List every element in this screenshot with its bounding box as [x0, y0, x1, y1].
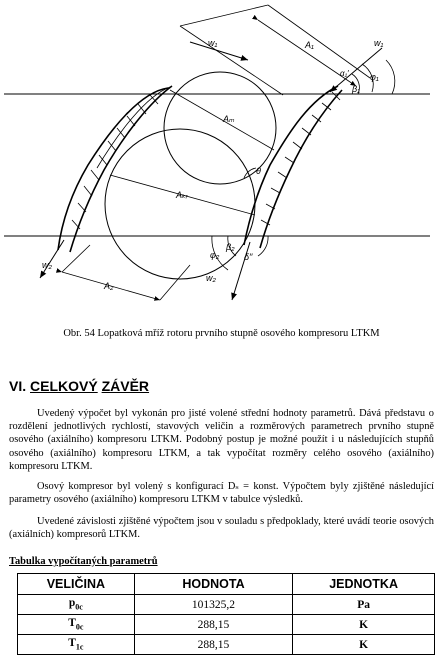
- label-w1: w₁: [374, 38, 384, 48]
- section-number: VI.: [9, 378, 27, 394]
- quantity-cell: $p_{0c}$: [18, 595, 135, 615]
- results-table: [17, 573, 435, 655]
- section-title-word: ZÁVĚR: [101, 378, 150, 394]
- label-beta1: β₁: [352, 84, 360, 94]
- label-w2: w₂: [42, 260, 52, 270]
- column-header: VELIČINA: [18, 574, 135, 595]
- table-header-row: [18, 574, 435, 595]
- label-alpha1: α₁′: [340, 69, 349, 78]
- w2-vector: [40, 240, 64, 278]
- left-blade: [58, 86, 172, 252]
- quantity-cell: $T_{0c}$: [18, 615, 135, 635]
- dimension-line: [180, 26, 283, 95]
- quantity-cell: $T_{1c}$: [18, 635, 135, 655]
- column-header: HODNOTA: [134, 574, 292, 595]
- label-w2: w₂: [206, 273, 216, 283]
- label-phi2: φ₂: [210, 250, 220, 260]
- chord-line: [170, 90, 274, 150]
- figure-caption: Obr. 54 Lopatková mříž rotoru prvního stupně osového kompresoru LTKM: [63, 328, 380, 339]
- dimension-line: [180, 5, 268, 26]
- label-phi1: φ₁: [370, 72, 379, 82]
- table-caption: Tabulka vypočítaných parametrů: [9, 556, 158, 567]
- blade-cascade-diagram: [0, 0, 443, 330]
- table-row: [18, 595, 435, 615]
- label-Akr: Aₖᵣ: [176, 190, 188, 200]
- w1-vector: [190, 42, 248, 60]
- value-cell: 101325,2: [134, 595, 292, 615]
- unit-cell: K: [293, 635, 435, 655]
- label-A2: A₂: [104, 281, 114, 291]
- value-cell: 288,15: [134, 635, 292, 655]
- paragraph: Uvedený výpočet byl vykonán pro jisté volené střední hodnoty parametrů. Dává představu o rozdělení jednotlivých rychlostí, stavových veličin a rozměrových parametrech prvního stupně osového (axiálního) kompresoru LTKM. Podobný postup je možné použít i u následujících stupňů osového (axiálního) kompresoru LTKM, a tak vypočítat rozměry celého osového (axiálního) kompresoru LTKM.: [9, 408, 434, 472]
- section-title-word: CELKOVÝ: [30, 378, 98, 394]
- table-row: [18, 635, 435, 655]
- dimension-line: [268, 5, 370, 78]
- paragraph: Uvedené závislosti zjištěné výpočtem jsou v souladu s předpoklady, které uvádí teorie osových (axiálních) kompresorů LTKM.: [9, 516, 434, 541]
- label-theta: θ: [256, 166, 261, 176]
- label-delta: δ′′: [244, 252, 253, 262]
- section-heading: [9, 378, 149, 394]
- throat-circle-lower: [105, 129, 255, 279]
- unit-cell: Pa: [293, 595, 435, 615]
- label-Am: Aₘ: [223, 114, 235, 124]
- unit-cell: K: [293, 615, 435, 635]
- label-w1: w₁: [208, 38, 218, 48]
- paragraph: Osový kompresor byl volený s konfigurací Dₛ = konst. Výpočtem byly zjištěné následující parametry osového (axiálního) kompresoru LTKM v tabulce výsledků.: [9, 481, 434, 506]
- table-row: [18, 615, 435, 635]
- value-cell: 288,15: [134, 615, 292, 635]
- label-A1: A₁: [305, 40, 314, 50]
- column-header: JEDNOTKA: [293, 574, 435, 595]
- w2-vector: [232, 242, 250, 300]
- label-beta2: β₂: [226, 242, 235, 252]
